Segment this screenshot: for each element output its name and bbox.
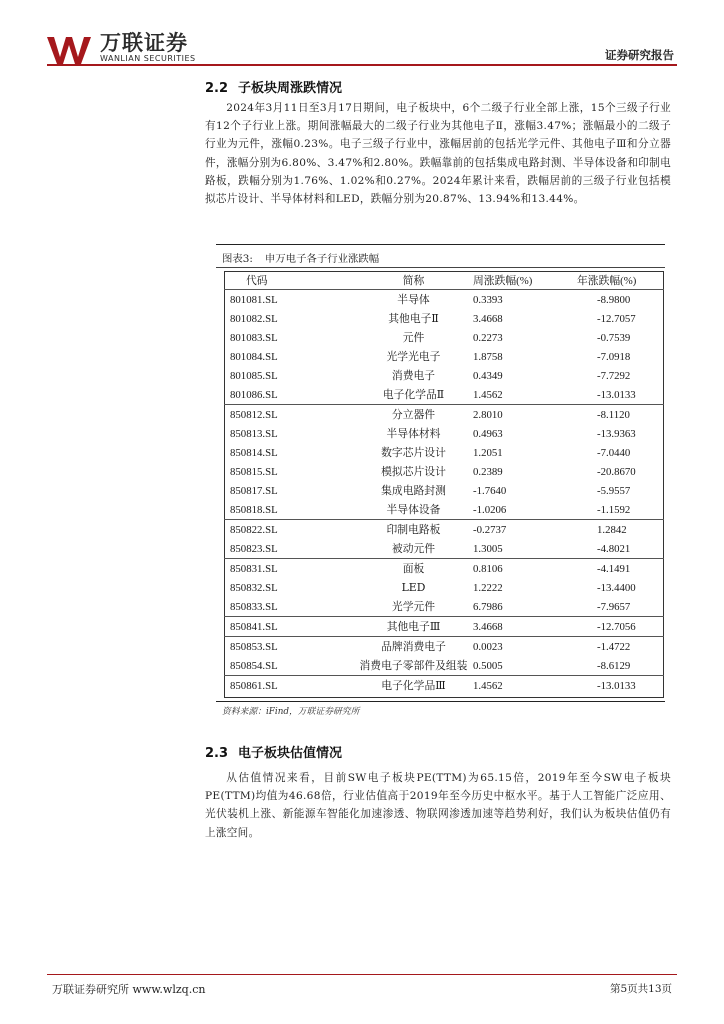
cell-week-change: 1.2222 [473, 581, 503, 594]
section-number: 2.3 [205, 746, 229, 761]
cell-week-change: 1.3005 [471, 539, 573, 559]
document-type-label: 证券研究报告 [605, 48, 674, 62]
cell-code: 850853.SL [230, 640, 278, 653]
cell-week-change: 2.8010 [473, 408, 503, 421]
table-row [224, 520, 664, 540]
column-header-name: 简称 [356, 271, 471, 290]
figure-top-rule [216, 244, 665, 245]
cell-code: 850822.SL [230, 523, 278, 536]
cell-name: 面板 [402, 562, 425, 575]
logo-company-name-en: WANLIAN SECURITIES [100, 54, 196, 63]
cell-week-change: 0.2389 [473, 465, 503, 478]
cell-name: 电子化学品Ⅱ [356, 385, 471, 405]
table-row [224, 462, 664, 481]
section-2-3-body [205, 769, 671, 842]
column-header-code: 代码 [224, 271, 356, 290]
cell-week-change: 0.2273 [473, 331, 503, 344]
cell-year-change: -12.7057 [597, 312, 636, 325]
cell-name: 元件 [402, 331, 425, 344]
table-row [224, 309, 664, 328]
table-row [224, 539, 664, 559]
table-row [224, 347, 664, 366]
page-number: 第5页共13页 [609, 983, 672, 995]
cell-name: 其他电子Ⅲ [356, 617, 471, 637]
cell-week-change: 0.8106 [473, 562, 503, 575]
cell-name: 其他电子Ⅱ [388, 312, 439, 325]
cell-year-change: -1.4722 [597, 640, 631, 653]
cell-year-change: -8.9800 [597, 293, 631, 306]
cell-name: 电子化学品Ⅲ [381, 679, 446, 692]
cell-code: 850817.SL [230, 484, 278, 497]
table-row [224, 366, 664, 385]
cell-year-change: -4.1491 [597, 562, 631, 575]
cell-week-change: 0.0023 [473, 640, 503, 653]
cell-year-change: 1.2842 [597, 523, 627, 536]
figure-bottom-rule [216, 701, 665, 702]
cell-name: 被动元件 [356, 539, 471, 559]
cell-code: 850818.SL [224, 500, 356, 520]
cell-name: 消费电子零部件及组装 [356, 656, 471, 676]
cell-year-change: -20.8670 [597, 465, 636, 478]
table-row [224, 385, 664, 405]
figure-caption-rule [216, 267, 665, 268]
wanlian-logo-icon [47, 35, 95, 65]
footer-divider [47, 974, 677, 975]
cell-week-change: 1.4562 [473, 679, 503, 692]
cell-name: 半导体 [397, 293, 430, 306]
cell-code: 850831.SL [230, 562, 278, 575]
cell-year-change: -4.8021 [573, 539, 664, 559]
section-title: 电子板块估值情况 [238, 746, 343, 761]
cell-week-change: -1.7640 [473, 484, 507, 497]
cell-code: 801081.SL [230, 293, 278, 306]
cell-year-change: -13.9363 [597, 427, 636, 440]
cell-code: 850812.SL [230, 408, 278, 421]
cell-week-change: 0.5005 [471, 656, 573, 676]
figure-label: 图表3: [222, 253, 253, 265]
cell-name: 半导体材料 [386, 427, 441, 440]
cell-code: 850854.SL [224, 656, 356, 676]
cell-week-change: -0.2737 [473, 523, 507, 536]
cell-code: 850861.SL [230, 679, 278, 692]
footer-publisher: 万联证券研究所 www.wlzq.cn [52, 983, 206, 996]
cell-week-change: 1.4562 [471, 385, 573, 405]
cell-code: 850832.SL [230, 581, 278, 594]
cell-name: 光学光电子 [386, 350, 441, 363]
table-row [224, 637, 664, 657]
cell-year-change: -7.7292 [597, 369, 631, 382]
cell-name: 品牌消费电子 [381, 640, 446, 653]
section-heading-2-2 [205, 77, 342, 96]
table-row [224, 676, 664, 696]
cell-code: 801084.SL [230, 350, 278, 363]
cell-name: 印制电路板 [386, 523, 441, 536]
subindustry-performance-table [224, 271, 664, 695]
cell-week-change: -1.0206 [471, 500, 573, 520]
table-header-row [224, 271, 664, 290]
cell-name: 集成电路封测 [381, 484, 446, 497]
cell-name: LED [401, 581, 426, 594]
table-row [224, 578, 664, 597]
table-row [224, 481, 664, 500]
table-row [224, 500, 664, 520]
table-row [224, 290, 664, 310]
cell-year-change: -5.9557 [597, 484, 631, 497]
cell-year-change: -13.0133 [573, 385, 664, 405]
cell-name: 光学元件 [356, 597, 471, 617]
section-heading-2-3 [205, 742, 342, 761]
table-row [224, 617, 664, 637]
cell-year-change: -13.4400 [597, 581, 636, 594]
cell-week-change: 0.3393 [473, 293, 503, 306]
cell-code: 850833.SL [224, 597, 356, 617]
figure-source-note: 资料来源：iFind，万联证券研究所 [222, 707, 360, 717]
cell-week-change: 6.7986 [471, 597, 573, 617]
cell-name: 分立器件 [391, 408, 436, 421]
section-2-2-body [205, 99, 671, 208]
cell-year-change: -7.0440 [597, 446, 631, 459]
cell-year-change: -0.7539 [597, 331, 631, 344]
table-row [224, 597, 664, 617]
cell-week-change: 1.8758 [473, 350, 503, 363]
cell-name: 消费电子 [391, 369, 436, 382]
cell-year-change: -8.6129 [573, 656, 664, 676]
cell-week-change: 1.2051 [473, 446, 503, 459]
table-row [224, 559, 664, 579]
cell-year-change: -1.1592 [573, 500, 664, 520]
paragraph: 2024年3月11日至3月17日期间，电子板块中，6个二级子行业全部上涨，15个三级子行业有12个子行业上涨。期间涨幅最大的二级子行业为其他电子Ⅱ，涨幅3.47%；涨幅最小的二级子行业为元件，涨幅0.23%。电子三级子行业中，涨幅居前的包括光学元件、其他电子Ⅲ和分立器件，涨幅分别为6.80%、3.47%和2.80%。跌幅靠前的包括集成电路封测、半导体设备和印制电路板，跌幅分别为1.76%、1.02%和0.27%。2024年累计来看，跌幅居前的三级子行业包括模拟芯片设计、半导体材料和LED，跌幅分别为20.87%、13.94%和13.44%。 [205, 102, 671, 206]
cell-year-change: -7.9657 [573, 597, 664, 617]
header-divider [47, 64, 677, 66]
paragraph: 从估值情况来看，目前SW电子板块PE(TTM)为65.15倍，2019年至今SW电子板块PE(TTM)均值为46.68倍，行业估值高于2019年至今历史中枢水平。基于人工智能广泛应用、光伏装机上涨、新能源车智能化加速渗透、物联网渗透加速等趋势利好，我们认为板块估值仍有上涨空间。 [205, 772, 671, 839]
cell-name: 数字芯片设计 [381, 446, 446, 459]
logo-company-name: 万联证券 [100, 31, 188, 55]
cell-week-change: 3.4668 [471, 617, 573, 637]
section-title: 子板块周涨跌情况 [238, 81, 343, 96]
cell-week-change: 0.4963 [473, 427, 503, 440]
cell-code: 850814.SL [230, 446, 278, 459]
cell-code: 850841.SL [224, 617, 356, 637]
cell-year-change: -12.7056 [573, 617, 664, 637]
cell-code: 801085.SL [230, 369, 278, 382]
cell-year-change: -8.1120 [597, 408, 630, 421]
table-row [224, 328, 664, 347]
table-row [224, 656, 664, 676]
cell-week-change: 0.4349 [473, 369, 503, 382]
cell-year-change: -13.0133 [597, 679, 636, 692]
table-row [224, 443, 664, 462]
cell-code: 801083.SL [230, 331, 278, 344]
cell-name: 半导体设备 [356, 500, 471, 520]
section-number: 2.2 [205, 81, 229, 96]
cell-year-change: -7.0918 [597, 350, 631, 363]
cell-code: 850823.SL [224, 539, 356, 559]
cell-code: 850813.SL [230, 427, 278, 440]
table-row [224, 405, 664, 425]
cell-code: 801086.SL [224, 385, 356, 405]
cell-name: 模拟芯片设计 [381, 465, 446, 478]
column-header-week-change: 周涨跌幅(%) [471, 271, 573, 290]
column-header-year-change: 年涨跌幅(%) [573, 271, 664, 290]
cell-code: 801082.SL [230, 312, 278, 325]
figure-caption [222, 250, 379, 265]
cell-code: 850815.SL [230, 465, 278, 478]
table-row [224, 424, 664, 443]
cell-week-change: 3.4668 [473, 312, 503, 325]
figure-title: 申万电子各子行业涨跌幅 [264, 253, 380, 265]
